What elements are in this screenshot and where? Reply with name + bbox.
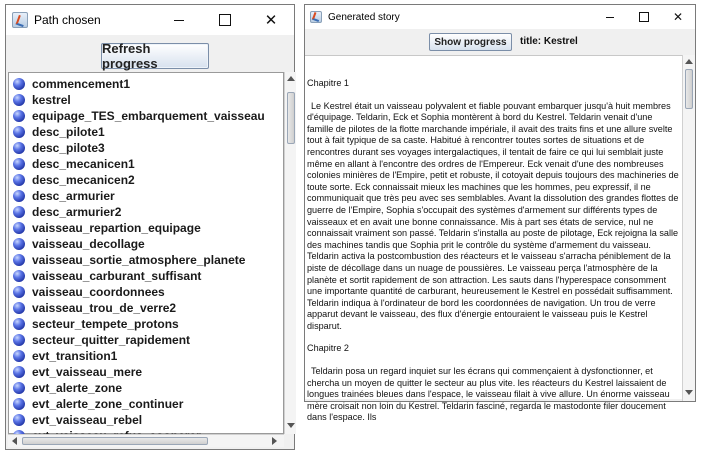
bullet-icon [13,190,25,202]
path-window-title: Path chosen [34,13,101,27]
path-list-horizontal-scrollbar[interactable] [8,434,284,447]
bullet-icon [13,302,25,314]
bullet-icon [13,270,25,282]
bullet-icon [13,174,25,186]
list-item[interactable] [13,252,245,268]
bullet-icon [13,206,25,218]
list-item[interactable] [13,156,135,172]
list-item[interactable] [13,412,142,428]
maximize-button[interactable] [627,5,661,29]
list-item[interactable] [13,364,142,380]
scroll-left-arrow-icon[interactable] [12,437,17,445]
scroll-thumb[interactable] [287,92,295,144]
list-item[interactable] [13,284,165,300]
bullet-icon [13,350,25,362]
close-button[interactable]: ✕ [672,10,684,24]
list-item[interactable] [13,140,105,156]
scroll-down-arrow-icon[interactable] [287,423,295,428]
list-item[interactable] [13,172,135,188]
bullet-icon [13,382,25,394]
list-item[interactable] [13,236,145,252]
list-item[interactable] [13,108,265,124]
refresh-progress-button[interactable]: Refresh progress [101,43,209,69]
list-item-label: desc_pilote3 [32,141,105,155]
bullet-icon [13,94,25,106]
list-item[interactable] [13,204,121,220]
java-app-icon [12,12,28,28]
list-item-label: evt_alerte_zone_continuer [32,397,184,411]
list-item-label: secteur_tempete_protons [32,317,179,331]
path-chosen-window [5,4,295,450]
list-item-label: equipage_TES_embarquement_vaisseau [32,109,265,123]
story-window-titlebar[interactable] [305,5,695,29]
list-item[interactable] [13,76,130,92]
list-item-label: evt_transition1 [32,349,118,363]
scroll-right-arrow-icon[interactable] [272,437,277,445]
list-item-label: desc_armurier [32,189,115,203]
bullet-icon [13,238,25,250]
bullet-icon [13,414,25,426]
java-app-icon [310,11,322,23]
bullet-icon [13,334,25,346]
list-item-label: evt_alerte_zone [32,381,123,395]
minimize-button[interactable] [593,5,627,29]
story-title-label: title: Kestrel [520,36,578,47]
bullet-icon [13,398,25,410]
list-item-label: vaisseau_carburant_suffisant [32,269,202,283]
bullet-icon [13,318,25,330]
list-item[interactable] [13,316,179,332]
scroll-up-arrow-icon[interactable] [287,76,295,81]
bullet-icon [13,126,25,138]
bullet-icon [13,366,25,378]
list-item[interactable] [13,332,190,348]
scroll-up-arrow-icon[interactable] [685,59,693,64]
minimize-button[interactable] [156,5,202,35]
list-item[interactable] [13,92,71,108]
chapter-text: Le Kestrel était un vaisseau polyvalent et fiable pouvant embarquer jusqu'à huit membres d'équipage. Teldarin, Eck et Sophia montèrent à bord du Kestrel. Teldarin venait d'une famille de pilotes de la flotte marchande impériale, il avait des traits fins et une allure svelte tout à fait typique de sa caste. Habitué à rencontrer toutes sortes de situations et de rencontres durant ses voyages intergalactiques, il tentait de faire ce qui lui semblait juste même en allant à l'encontre des ordres de l'Empereur. Eck venait d'une des nombreuses colonies minières de l'Empire, petit et robuste, il cotoyait depuis toujours des machineries de toute sorte. Eck connaissait mieux les machines que les hommes, peu expressif, il ne communiquait que très peu avec ses semblables. Avant la dissolution des grandes flottes de guerre de l'Empire, Sophia s'occupait des systèmes d'armement sur différents types de vaisseaux et en avait une bonne connaissance. Mis à part ses états de service, nul ne connaissait vraiment son passé. Teldarin s'installa au poste de pilotage, Eck rejoigna la salle des machines tandis que Sophia prit le contrôle du système d'armement du vaisseau. Teldarin activa la postcombustion des réacteurs et le vaisseau s'arracha péniblement de la piste de décollage dans un nuage de poussières. Le vaisseau perça l'atmosphère de la planète et sortit rapidement de son attraction. Les sauts dans l'hyperespace consomment une importante quantité de carburant, heureusement le Kestrel en possédait suffisamment. Teldarin indiqua à l'ordinateur de bord les coordonnées de navigation. Un trou de verre apparut devant le vaisseau, des flux d'énergie entouraient le vaisseau puis le Kestrel disparut. [307,100,679,331]
chapter-heading: Chapitre 2 [307,343,349,354]
close-button[interactable]: ✕ [264,11,278,29]
list-item-label: vaisseau_decollage [32,237,145,251]
chapter-text: Teldarin posa un regard inquiet sur les écrans qui commençaient à dysfonctionner, et chercha un moyen de quitter le secteur au plus vite. les réacteurs du Kestrel laissaient de longues trainées bleues dans l'espace, le vaisseau filait à vive allure. Un énorme vaisseau mère croisait non loin du Kestrel. Teldarin fasciné, regarda le mastodonte filer doucement dans l'espace. Ils [307,366,670,423]
scroll-thumb[interactable] [685,69,693,109]
chapter-heading: Chapitre 1 [307,78,349,88]
list-item-label: vaisseau_trou_de_verre2 [32,301,177,315]
story-vertical-scrollbar[interactable] [682,55,695,401]
list-item-label: evt_vaisseau_mere [32,365,143,379]
list-item-label: desc_mecanicen1 [32,157,135,171]
list-item-label: commencement1 [32,77,131,91]
list-item-label: evt_vaisseau_rebel [32,413,143,427]
story-text-area[interactable] [305,55,682,423]
bullet-icon [13,222,25,234]
bullet-icon [13,158,25,170]
list-item[interactable] [13,396,183,412]
list-item-label: kestrel [32,93,71,107]
list-item-label: secteur_quitter_rapidement [32,333,191,347]
bullet-icon [13,78,25,90]
show-progress-button[interactable]: Show progress [429,33,512,51]
bullet-icon [13,110,25,122]
bullet-icon [13,286,25,298]
list-item-label: desc_pilote1 [32,125,105,139]
list-item[interactable] [13,124,105,140]
list-item-label: vaisseau_sortie_atmosphere_planete [32,253,246,267]
path-list[interactable] [8,72,284,434]
scroll-thumb[interactable] [22,437,208,445]
list-item[interactable] [13,300,176,316]
scroll-down-arrow-icon[interactable] [685,390,693,395]
generated-story-window [304,4,696,423]
list-item[interactable] [13,268,201,284]
list-item-label: desc_armurier2 [32,205,122,219]
list-item[interactable] [13,380,122,396]
bullet-icon [13,254,25,266]
story-window-title: Generated story [328,11,400,23]
list-item-label: desc_mecanicen2 [32,173,135,187]
list-item-label: vaisseau_coordonnees [32,285,165,299]
list-item-label: vaisseau_repartion_equipage [32,221,201,235]
bullet-icon [13,142,25,154]
list-item[interactable] [13,220,201,236]
path-list-vertical-scrollbar[interactable] [284,72,296,434]
path-window-titlebar[interactable] [6,5,294,35]
maximize-button[interactable] [202,5,248,35]
list-item[interactable] [13,348,117,364]
list-item[interactable] [13,188,115,204]
